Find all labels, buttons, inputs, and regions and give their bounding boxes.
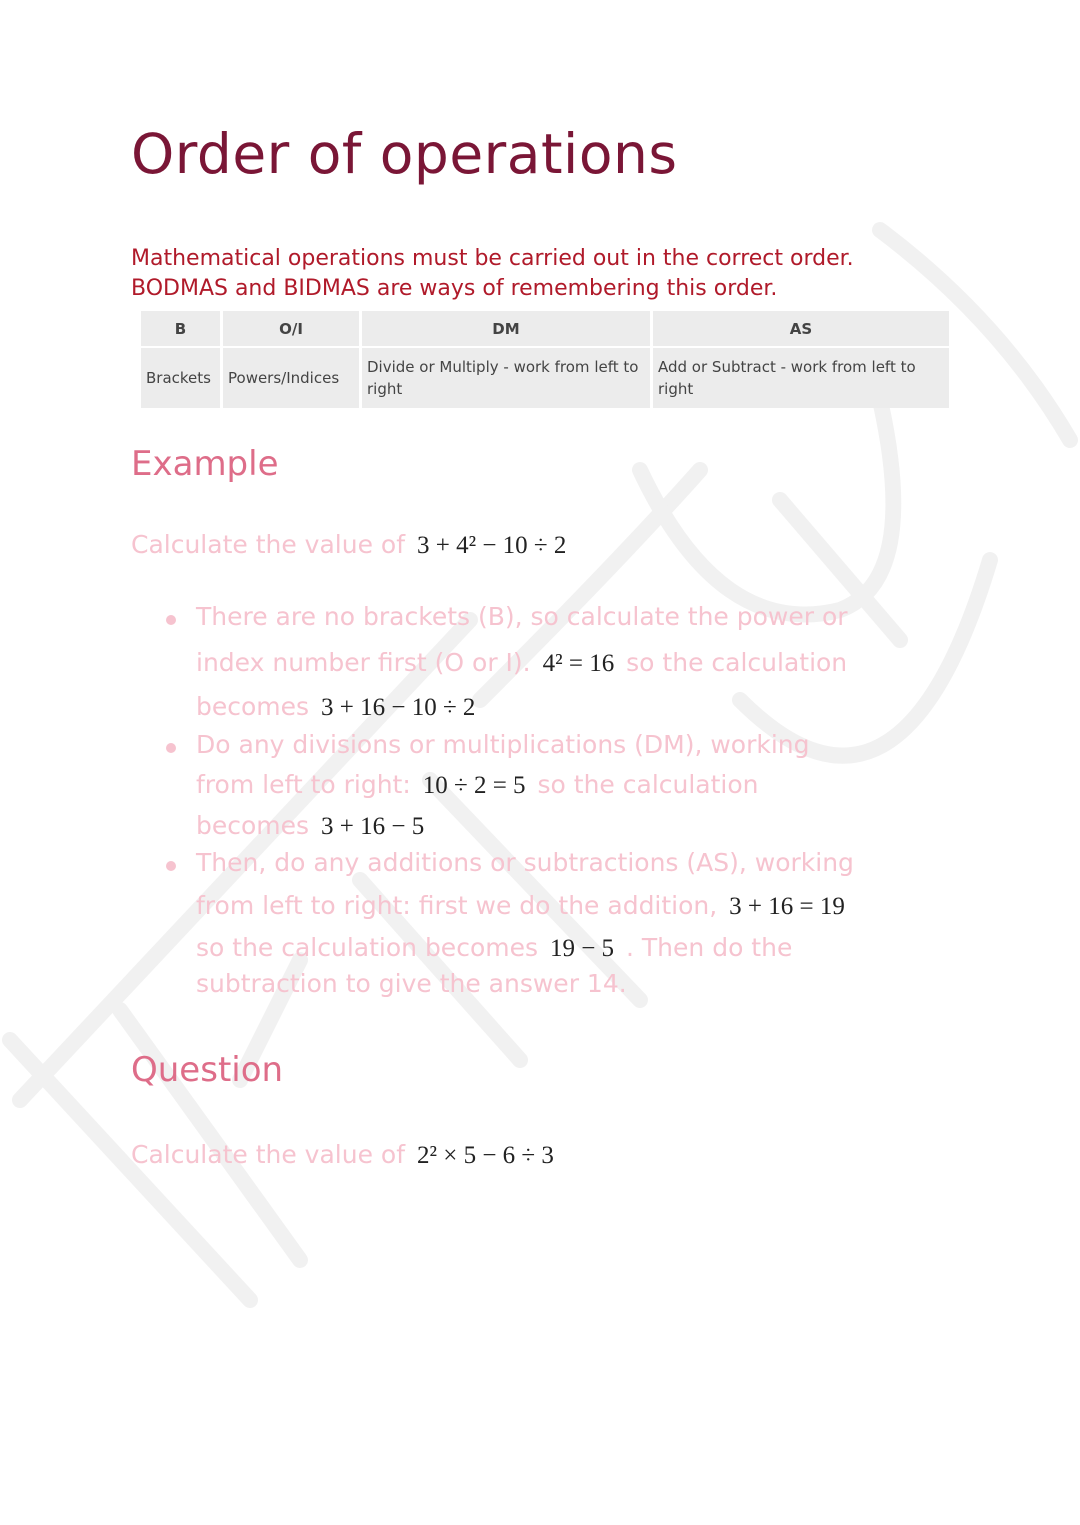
bullet-2-math-b: 3 + 16 − 5 (321, 813, 425, 840)
bullet-1-line-2 (196, 648, 847, 678)
table-header-b: B (141, 311, 220, 348)
bullet-1-line-1: There are no brackets (B), so calculate the power or (196, 602, 848, 631)
bullet-2-line-2 (196, 770, 759, 800)
example-prompt (131, 530, 570, 560)
question-prompt (131, 1140, 558, 1170)
bullet-1-line-3 (196, 692, 479, 722)
table-cell-brackets: Brackets (141, 348, 220, 408)
bullet-3-line-1: Then, do any additions or subtractions (AS), working (196, 848, 854, 877)
table-header-row (141, 311, 949, 348)
table-header-as: AS (653, 311, 949, 348)
bullet-3-math-a: 3 + 16 = 19 (729, 893, 845, 920)
table-row (141, 348, 949, 408)
bullet-2-math-a: 10 ÷ 2 = 5 (422, 772, 526, 799)
bullet-dot (166, 861, 176, 871)
question-prompt-math: 2² × 5 − 6 ÷ 3 (416, 1142, 554, 1169)
bullet-3-text-c: . Then do the (626, 933, 793, 962)
bullet-3-line-3 (196, 933, 792, 963)
table-header-dm: DM (362, 311, 650, 348)
example-heading: Example (131, 444, 279, 484)
question-prompt-text: Calculate the value of (131, 1140, 406, 1169)
intro-text (131, 244, 991, 304)
bullet-3-math-b: 19 − 5 (549, 935, 615, 962)
question-heading: Question (131, 1050, 284, 1090)
bodmas-table (138, 311, 952, 408)
bullet-3-line-2 (196, 891, 849, 921)
bullet-3-text-a: from left to right: first we do the addition, (196, 891, 718, 920)
bullet-dot (166, 615, 176, 625)
bullet-3-text-b: so the calculation becomes (196, 933, 538, 962)
bullet-2-line-3 (196, 811, 428, 841)
example-prompt-text: Calculate the value of (131, 530, 406, 559)
bullet-3-line-4: subtraction to give the answer 14. (196, 969, 627, 998)
intro-line-1: Mathematical operations must be carried out in the correct order. (131, 246, 854, 271)
table-cell-add-subtract: Add or Subtract - work from left to right (653, 348, 949, 408)
intro-line-2: BODMAS and BIDMAS are ways of remembering this order. (131, 276, 778, 301)
table-header-oi: O/I (223, 311, 359, 348)
bullet-1-text-c: becomes (196, 692, 310, 721)
bullet-dot (166, 743, 176, 753)
page-title: Order of operations (131, 122, 678, 186)
bullet-1-text-b: so the calculation (626, 648, 848, 677)
bullet-1-math-a: 4² = 16 (542, 650, 615, 677)
table-cell-divide-multiply: Divide or Multiply - work from left to right (362, 348, 650, 408)
bullet-2-text-c: becomes (196, 811, 310, 840)
bullet-2-text-b: so the calculation (537, 770, 759, 799)
bullet-1-text-a: index number first (O or I). (196, 648, 531, 677)
table-cell-powers: Powers/Indices (223, 348, 359, 408)
bullet-2-text-a: from left to right: (196, 770, 411, 799)
bullet-1-math-b: 3 + 16 − 10 ÷ 2 (321, 694, 476, 721)
example-prompt-math: 3 + 4² − 10 ÷ 2 (416, 532, 567, 559)
bullet-2-line-1: Do any divisions or multiplications (DM), working (196, 730, 810, 759)
